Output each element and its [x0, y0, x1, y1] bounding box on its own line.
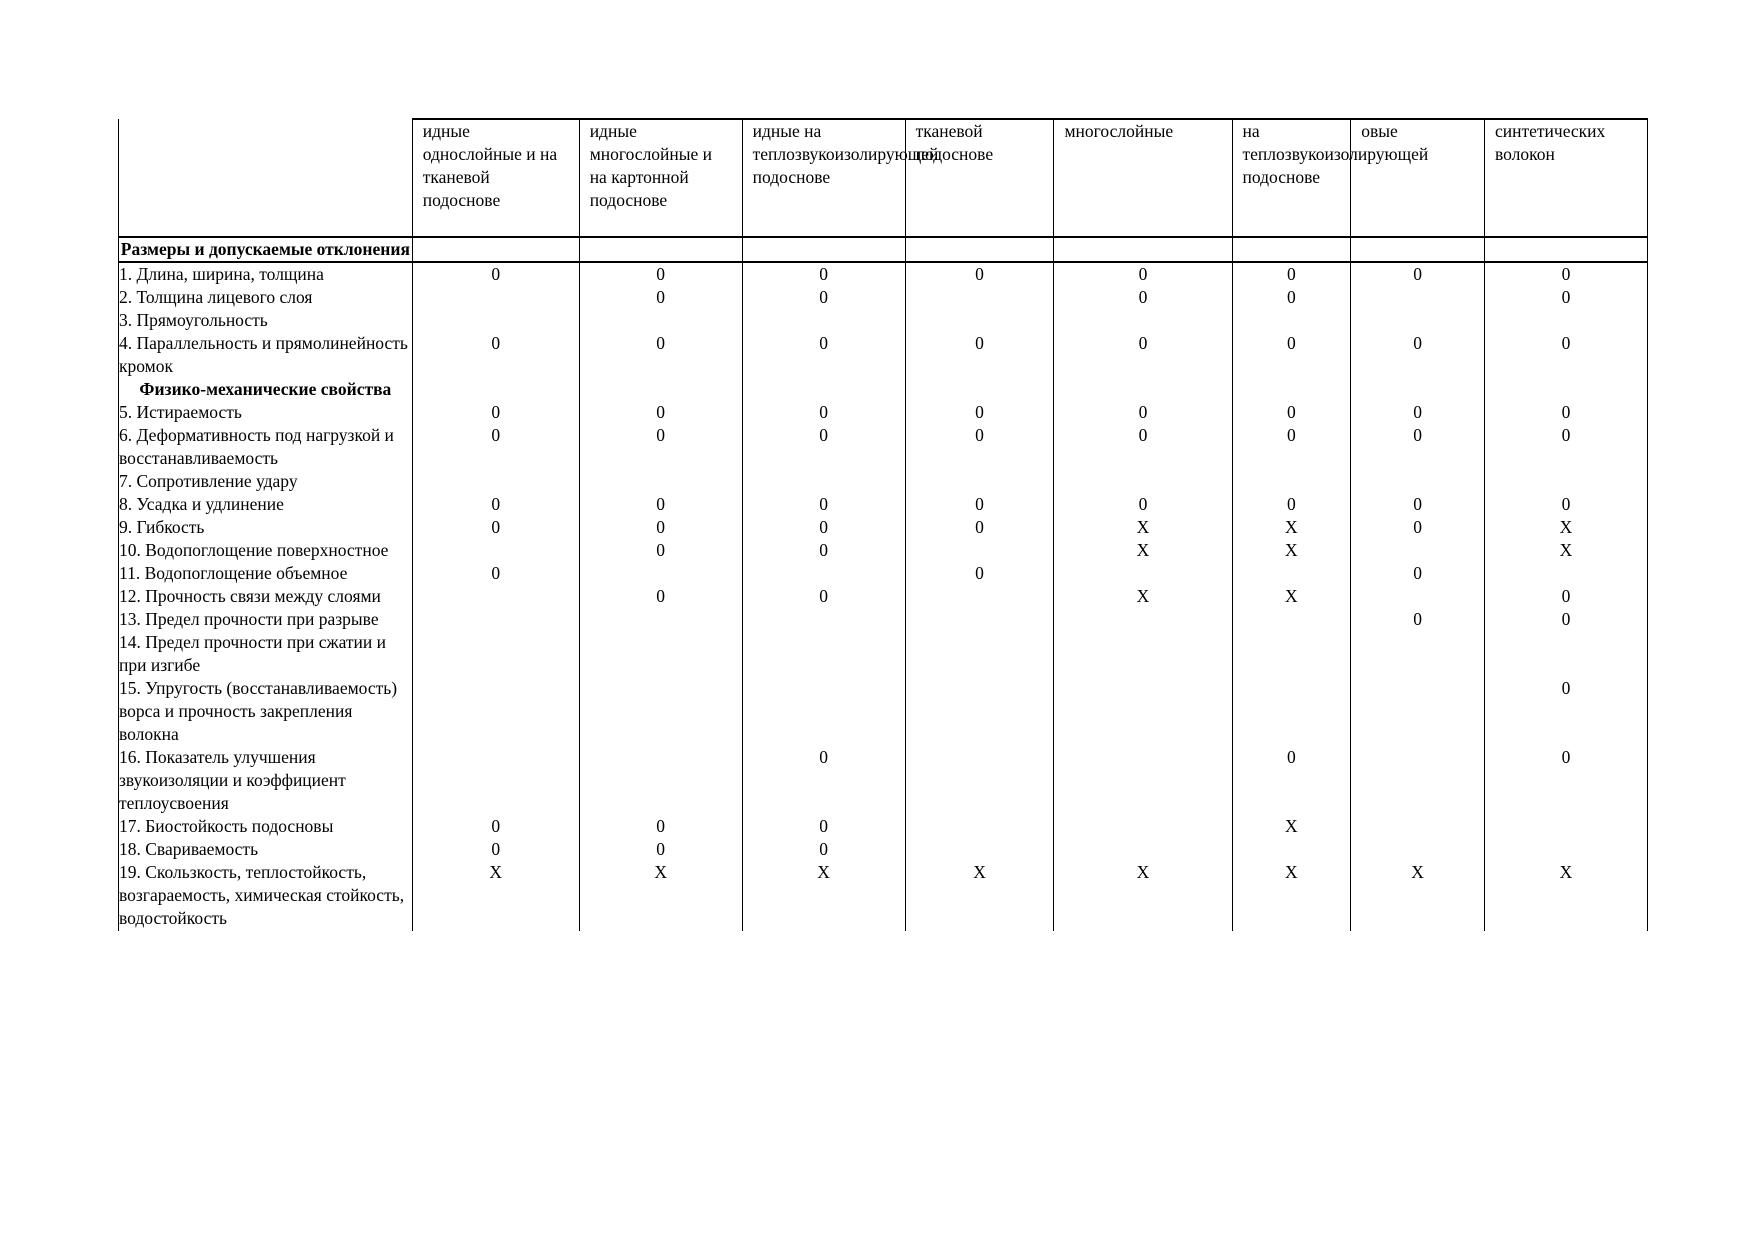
value-cell [579, 677, 742, 746]
value-cell [905, 631, 1054, 677]
value-cell [905, 286, 1054, 309]
value-cell [905, 608, 1054, 631]
value-cell: X [1484, 516, 1647, 539]
value-cell: X [1232, 585, 1351, 608]
value-cell: X [1232, 815, 1351, 838]
value-cell: 0 [1232, 332, 1351, 378]
value-cell: 0 [1232, 262, 1351, 286]
value-cell: 0 [412, 493, 579, 516]
table-row [119, 286, 1648, 309]
value-cell [1484, 815, 1647, 838]
value-cell: 0 [1232, 493, 1351, 516]
table-cell [1484, 378, 1647, 401]
value-cell [905, 677, 1054, 746]
value-cell [412, 746, 579, 815]
header-row [119, 119, 1648, 237]
row-label: 15. Упругость (восстанавливаемость) ворса и прочность закрепления волокна [119, 677, 413, 746]
value-cell [1232, 562, 1351, 585]
row-label: 3. Прямоугольность [119, 309, 413, 332]
column-header: на теплозвукоизолирующей подоснове [1232, 119, 1351, 237]
value-cell: 0 [742, 838, 905, 861]
value-cell: X [1054, 539, 1232, 562]
value-cell [412, 539, 579, 562]
properties-table [118, 118, 1648, 931]
value-cell [1232, 838, 1351, 861]
value-cell: 0 [579, 424, 742, 470]
value-cell: 0 [412, 332, 579, 378]
value-cell: X [1054, 516, 1232, 539]
value-cell: 0 [412, 516, 579, 539]
value-cell: 0 [1351, 262, 1485, 286]
value-cell: 0 [905, 401, 1054, 424]
table-cell [1054, 237, 1232, 262]
value-cell: 0 [1484, 424, 1647, 470]
value-cell [1054, 631, 1232, 677]
value-cell: 0 [1232, 746, 1351, 815]
row-label: 2. Толщина лицевого слоя [119, 286, 413, 309]
value-cell [1232, 309, 1351, 332]
value-cell: X [1351, 861, 1485, 931]
table-cell [412, 378, 579, 401]
value-cell: X [1484, 539, 1647, 562]
properties-grid [118, 118, 1648, 931]
value-cell [742, 677, 905, 746]
value-cell: X [1232, 539, 1351, 562]
section-heading: Физико-механические свойства [119, 378, 413, 401]
value-cell: 0 [742, 332, 905, 378]
value-cell: 0 [579, 401, 742, 424]
value-cell [412, 585, 579, 608]
value-cell: 0 [905, 332, 1054, 378]
value-cell [742, 631, 905, 677]
value-cell [1232, 608, 1351, 631]
value-cell: X [1232, 516, 1351, 539]
value-cell: 0 [1054, 262, 1232, 286]
value-cell: 0 [412, 401, 579, 424]
value-cell: X [1232, 861, 1351, 931]
table-cell [1351, 237, 1485, 262]
row-label: 18. Свариваемость [119, 838, 413, 861]
table-cell [1232, 378, 1351, 401]
row-label: 9. Гибкость [119, 516, 413, 539]
value-cell: 0 [1351, 401, 1485, 424]
column-header: тканевой подоснове [905, 119, 1054, 237]
value-cell: 0 [905, 262, 1054, 286]
section-row [119, 378, 1648, 401]
value-cell: X [742, 861, 905, 931]
table-cell [1232, 237, 1351, 262]
value-cell: 0 [579, 539, 742, 562]
value-cell [1351, 677, 1485, 746]
value-cell [905, 838, 1054, 861]
table-cell [742, 237, 905, 262]
table-cell [905, 378, 1054, 401]
row-label: 16. Показатель улучшения звукоизоляции и коэффициент теплоусвоения [119, 746, 413, 815]
row-label: 7. Сопротивление удару [119, 470, 413, 493]
row-label: 4. Параллельность и прямолинейность кромок [119, 332, 413, 378]
value-cell: 0 [1484, 401, 1647, 424]
value-cell: 0 [742, 746, 905, 815]
value-cell [1054, 608, 1232, 631]
value-cell: 0 [412, 262, 579, 286]
value-cell: 0 [1351, 424, 1485, 470]
row-label: 1. Длина, ширина, толщина [119, 262, 413, 286]
value-cell: 0 [412, 424, 579, 470]
table-cell [412, 237, 579, 262]
value-cell: 0 [742, 262, 905, 286]
value-cell [742, 562, 905, 585]
value-cell [1484, 631, 1647, 677]
row-label: 12. Прочность связи между слоями [119, 585, 413, 608]
value-cell [1351, 286, 1485, 309]
value-cell: 0 [1054, 332, 1232, 378]
value-cell [579, 746, 742, 815]
value-cell [579, 631, 742, 677]
value-cell: 0 [1054, 424, 1232, 470]
value-cell [905, 470, 1054, 493]
row-label: 6. Деформативность под нагрузкой и восстанавливаемость [119, 424, 413, 470]
table-row [119, 631, 1648, 677]
value-cell: 0 [742, 585, 905, 608]
table-cell [1054, 378, 1232, 401]
value-cell [412, 286, 579, 309]
table-row [119, 309, 1648, 332]
row-label: 10. Водопоглощение поверхностное [119, 539, 413, 562]
value-cell [579, 562, 742, 585]
value-cell: 0 [1484, 585, 1647, 608]
value-cell [412, 309, 579, 332]
value-cell: X [1054, 861, 1232, 931]
table-row [119, 608, 1648, 631]
table-row [119, 838, 1648, 861]
column-header [119, 119, 413, 237]
value-cell: 0 [1054, 286, 1232, 309]
value-cell: 0 [1232, 401, 1351, 424]
value-cell: 0 [742, 424, 905, 470]
value-cell: 0 [1351, 493, 1485, 516]
value-cell: 0 [1232, 286, 1351, 309]
table-row [119, 424, 1648, 470]
table-row [119, 332, 1648, 378]
table-row [119, 401, 1648, 424]
value-cell: X [1054, 585, 1232, 608]
value-cell [1351, 585, 1485, 608]
value-cell: 0 [1484, 286, 1647, 309]
section-row [119, 237, 1648, 262]
table-cell [905, 237, 1054, 262]
value-cell: 0 [742, 493, 905, 516]
value-cell [579, 309, 742, 332]
value-cell [905, 815, 1054, 838]
value-cell [579, 470, 742, 493]
value-cell [742, 309, 905, 332]
value-cell: X [1484, 861, 1647, 931]
row-label: 13. Предел прочности при разрыве [119, 608, 413, 631]
value-cell: 0 [412, 838, 579, 861]
value-cell: 0 [742, 815, 905, 838]
value-cell [905, 585, 1054, 608]
value-cell [1232, 677, 1351, 746]
value-cell: 0 [579, 585, 742, 608]
column-header: идные однослойные и на тканевой подоснове [412, 119, 579, 237]
table-body [119, 119, 1648, 931]
column-header: идные многослойные и на картонной подоснове [579, 119, 742, 237]
value-cell: 0 [579, 493, 742, 516]
value-cell: 0 [905, 424, 1054, 470]
table-row [119, 470, 1648, 493]
value-cell: 0 [579, 815, 742, 838]
column-header: синтетических волокон [1484, 119, 1647, 237]
value-cell: 0 [1484, 746, 1647, 815]
table-row [119, 861, 1648, 931]
value-cell: 0 [1232, 424, 1351, 470]
value-cell [1351, 746, 1485, 815]
value-cell [742, 608, 905, 631]
value-cell: 0 [742, 539, 905, 562]
table-row [119, 746, 1648, 815]
value-cell [1232, 631, 1351, 677]
value-cell [579, 608, 742, 631]
table-row [119, 677, 1648, 746]
value-cell: 0 [412, 562, 579, 585]
row-label: 5. Истираемость [119, 401, 413, 424]
value-cell: 0 [1351, 332, 1485, 378]
value-cell: X [412, 861, 579, 931]
row-label: 11. Водопоглощение объемное [119, 562, 413, 585]
value-cell [1054, 746, 1232, 815]
table-row [119, 562, 1648, 585]
value-cell: 0 [905, 516, 1054, 539]
value-cell [1232, 470, 1351, 493]
value-cell: 0 [742, 516, 905, 539]
value-cell [1054, 677, 1232, 746]
table-row [119, 493, 1648, 516]
value-cell [1351, 539, 1485, 562]
value-cell: 0 [1054, 493, 1232, 516]
value-cell: 0 [1351, 516, 1485, 539]
row-label: 14. Предел прочности при сжатии и при изгибе [119, 631, 413, 677]
table-cell [742, 378, 905, 401]
value-cell [905, 539, 1054, 562]
value-cell [1054, 470, 1232, 493]
value-cell [412, 470, 579, 493]
value-cell [1351, 631, 1485, 677]
value-cell: 0 [1484, 677, 1647, 746]
table-row [119, 539, 1648, 562]
value-cell: X [905, 861, 1054, 931]
value-cell: 0 [579, 262, 742, 286]
value-cell: 0 [579, 838, 742, 861]
table-cell [579, 378, 742, 401]
value-cell [1351, 470, 1485, 493]
value-cell [1054, 838, 1232, 861]
table-cell [1484, 237, 1647, 262]
value-cell [1054, 815, 1232, 838]
value-cell [1484, 562, 1647, 585]
value-cell: 0 [412, 815, 579, 838]
table-row [119, 262, 1648, 286]
value-cell [1484, 470, 1647, 493]
table-row [119, 516, 1648, 539]
column-header: овые [1351, 119, 1485, 237]
value-cell: 0 [1484, 493, 1647, 516]
value-cell: 0 [742, 401, 905, 424]
value-cell [1484, 838, 1647, 861]
column-header: многослойные [1054, 119, 1232, 237]
value-cell [1054, 309, 1232, 332]
value-cell: 0 [579, 332, 742, 378]
value-cell: 0 [1484, 262, 1647, 286]
value-cell: 0 [742, 286, 905, 309]
value-cell [1351, 815, 1485, 838]
value-cell [1054, 562, 1232, 585]
value-cell: X [579, 861, 742, 931]
value-cell: 0 [905, 562, 1054, 585]
column-header: идные на теплозвукоизолирующей подоснове [742, 119, 905, 237]
value-cell [742, 470, 905, 493]
value-cell [412, 677, 579, 746]
value-cell: 0 [1351, 608, 1485, 631]
value-cell [1351, 838, 1485, 861]
value-cell: 0 [1484, 332, 1647, 378]
value-cell [412, 608, 579, 631]
table-cell [1351, 378, 1485, 401]
value-cell: 0 [1054, 401, 1232, 424]
table-cell [579, 237, 742, 262]
table-row [119, 815, 1648, 838]
value-cell [412, 631, 579, 677]
row-label: 19. Скользкость, теплостойкость, возгараемость, химическая стойкость, водостойкость [119, 861, 413, 931]
value-cell: 0 [905, 493, 1054, 516]
table-row [119, 585, 1648, 608]
value-cell: 0 [1351, 562, 1485, 585]
value-cell [1484, 309, 1647, 332]
value-cell [905, 309, 1054, 332]
row-label: 8. Усадка и удлинение [119, 493, 413, 516]
value-cell: 0 [579, 286, 742, 309]
row-label: 17. Биостойкость подосновы [119, 815, 413, 838]
value-cell: 0 [1484, 608, 1647, 631]
value-cell: 0 [579, 516, 742, 539]
value-cell [905, 746, 1054, 815]
section-heading: Размеры и допускаемые отклонения [119, 237, 413, 262]
value-cell [1351, 309, 1485, 332]
